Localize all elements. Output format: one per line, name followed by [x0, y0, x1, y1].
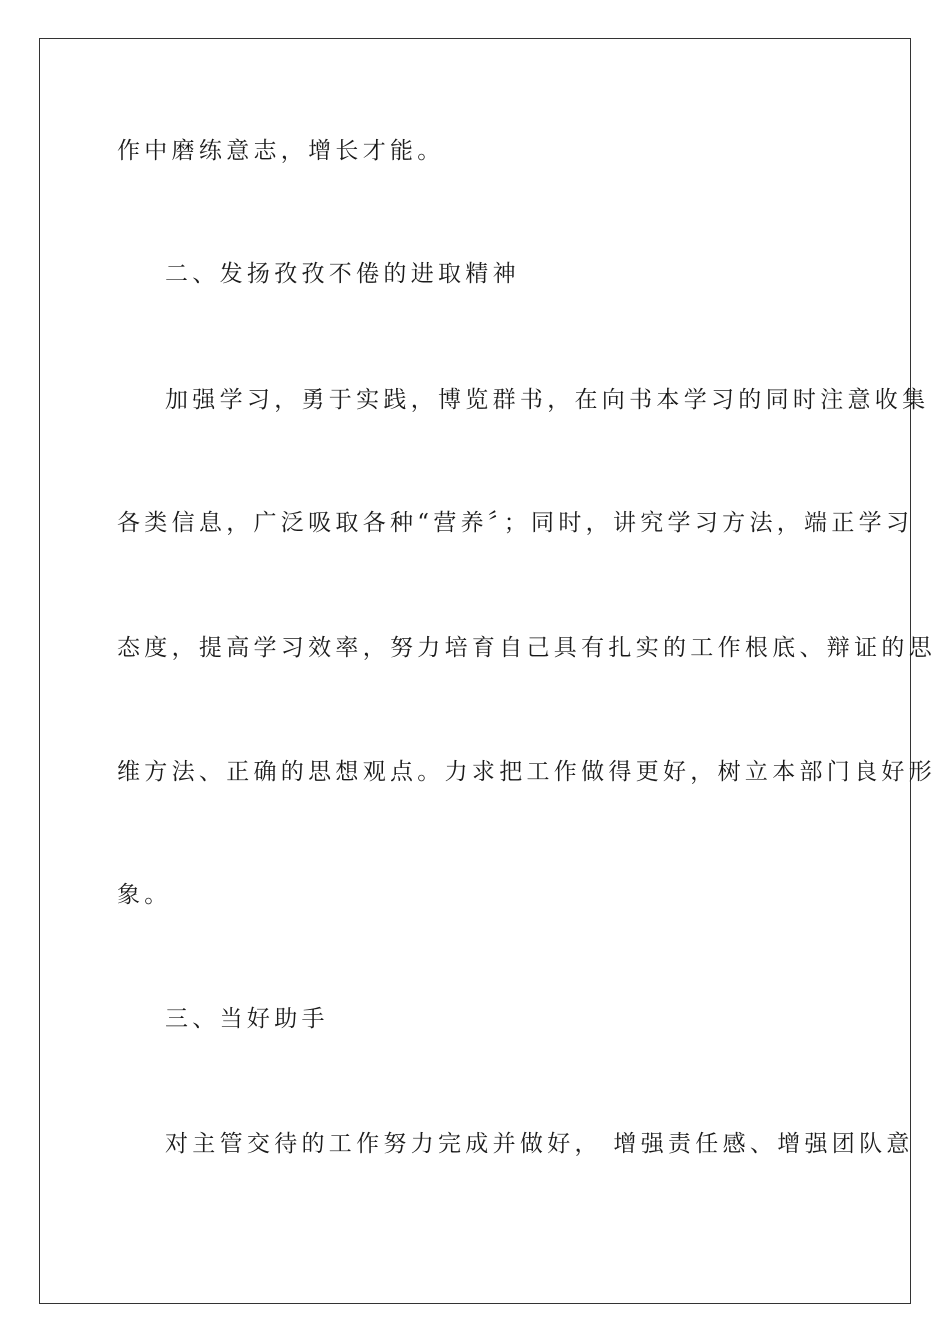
paragraph-line: 作中磨练意志，增长才能。: [117, 138, 445, 164]
section-heading: 三、当好助手: [165, 1006, 329, 1032]
paragraph-line: 对主管交待的工作努力完成并做好， 增强责任感、增强团队意: [165, 1131, 914, 1157]
paragraph-line: 加强学习，勇于实践，博览群书，在向书本学习的同时注意收集: [165, 387, 930, 413]
paragraph-line: 各类信息，广泛吸取各种“营养〞；同时，讲究学习方法，端正学习: [117, 510, 914, 536]
section-heading: 二、发扬孜孜不倦的进取精神: [165, 261, 520, 287]
paragraph-line: 维方法、正确的思想观点。力求把工作做得更好，树立本部门良好形: [117, 759, 936, 785]
paragraph-line: 态度，提高学习效率，努力培育自己具有扎实的工作根底、辩证的思: [117, 635, 936, 661]
paragraph-line: 象。: [117, 882, 172, 908]
page-border: [39, 38, 936, 1304]
